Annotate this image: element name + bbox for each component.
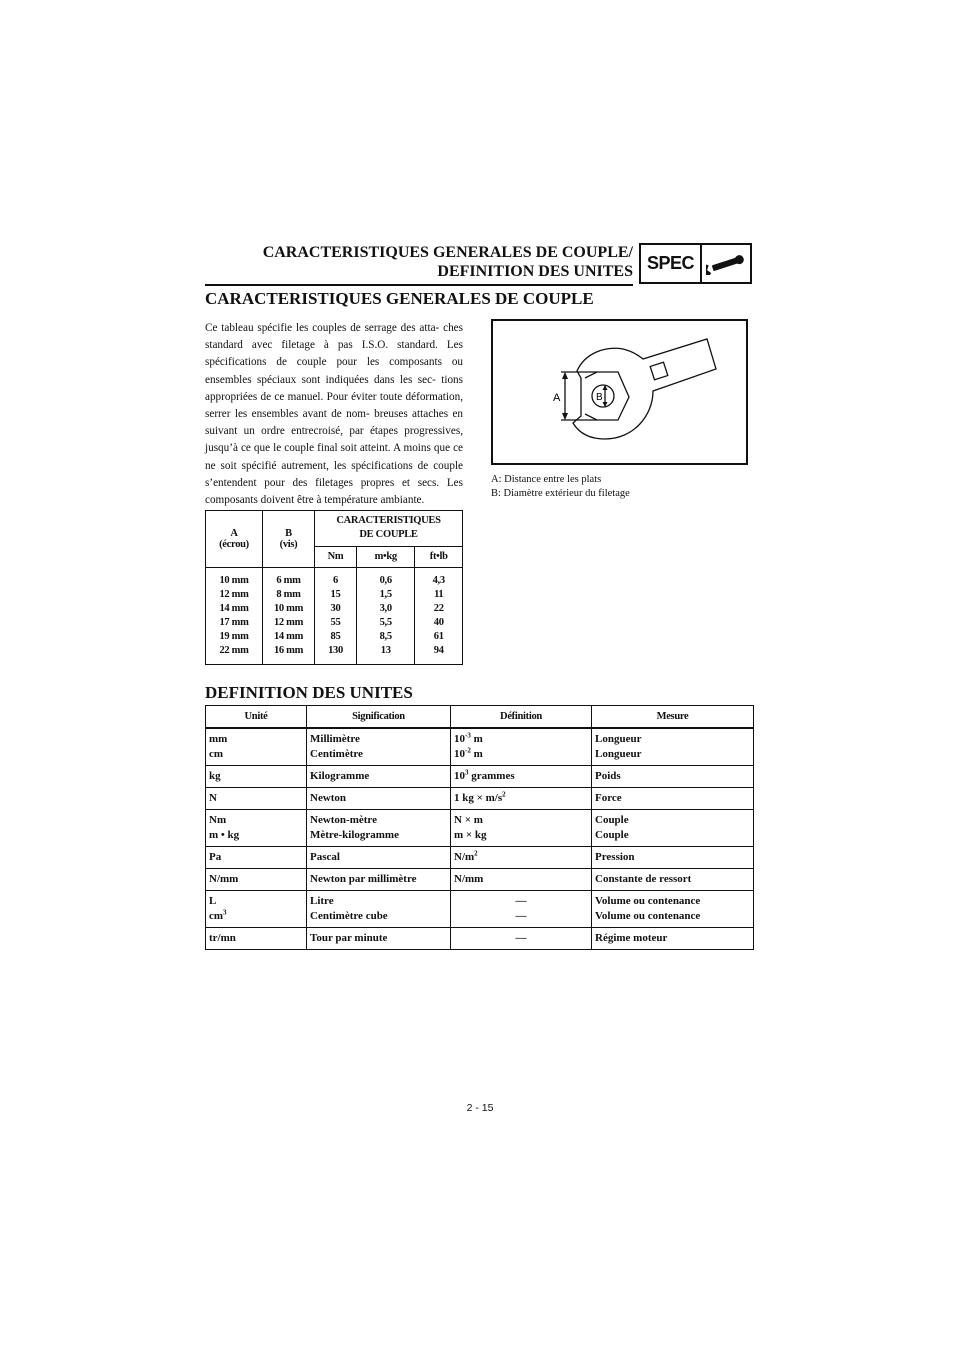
cell-line: Millimètre — [310, 733, 360, 745]
col-mkg-values — [356, 568, 414, 665]
table-cell: 17 mm — [219, 617, 249, 628]
table-cell: 1,5 — [379, 589, 392, 600]
intro-line: tions appropriées de ce manuel. Pour éviter toute — [205, 373, 464, 403]
table-cell: — — [451, 928, 592, 950]
table-cell: Pression — [592, 847, 754, 869]
table-cell: Constante de ressort — [592, 869, 754, 891]
table-cell — [451, 788, 592, 810]
table-cell: 10 mm — [219, 575, 249, 586]
cell-line: mm — [209, 733, 228, 745]
cell-line: m • kg — [209, 829, 240, 841]
cell-line: N × m — [454, 814, 483, 826]
col-ftlb-values — [415, 568, 463, 665]
table-row — [206, 766, 754, 788]
table-row — [206, 869, 754, 891]
intro-line: Les spécifications de couple pour les composants — [205, 339, 463, 369]
table-cell: 16 mm — [273, 645, 304, 656]
cell-text: 1 kg × m/s — [454, 792, 503, 804]
table-cell — [592, 810, 754, 847]
intro-line: doivent être à température ambiante. — [260, 494, 425, 507]
intro-line: autrement, les spécifications de couple s’entendent — [205, 459, 464, 489]
table-cell: tr/mn — [206, 928, 307, 950]
table-cell: 22 mm — [219, 645, 249, 656]
intro-line: Ce tableau spécifie les couples de serrage des atta- — [205, 322, 440, 334]
figure-caption — [491, 473, 630, 501]
table-cell: Pa — [206, 847, 307, 869]
page-header-title — [205, 243, 633, 281]
cell-line — [209, 909, 303, 924]
spec-label: SPEC — [646, 253, 695, 273]
cell-text: 10 — [454, 733, 465, 745]
col-a-sub: (écrou) — [219, 539, 249, 550]
col-a-values — [206, 568, 263, 665]
cell-text: m — [470, 733, 483, 745]
table-cell — [206, 728, 307, 766]
table-cell: 61 — [433, 631, 444, 642]
torque-group-header — [315, 511, 463, 547]
page-number: 2 - 15 — [466, 1102, 494, 1114]
col-nm-values — [315, 568, 357, 665]
header-unite: Unité — [206, 706, 307, 729]
figure-label-a: A — [553, 392, 561, 404]
table-cell: 40 — [433, 617, 444, 628]
table-row — [206, 788, 754, 810]
intro-line: ches standard avec filetage à pas I.S.O. standard. — [205, 322, 464, 352]
table-cell — [206, 810, 307, 847]
table-cell: 12 mm — [219, 589, 249, 600]
cell-text: 10 — [454, 770, 465, 782]
unit-header-ftlb: ft•lb — [415, 546, 463, 567]
table-cell: Newton — [307, 788, 451, 810]
cell-text: m — [470, 748, 483, 760]
cell-line — [454, 732, 588, 747]
table-cell: Tour par minute — [307, 928, 451, 950]
table-cell: 6 — [333, 575, 338, 586]
cell-line: Longueur — [595, 733, 642, 745]
table-cell: Newton par millimètre — [307, 869, 451, 891]
table-header-row — [206, 706, 754, 729]
superscript: 2 — [474, 849, 478, 858]
table-cell: 5,5 — [379, 617, 392, 628]
table-cell: 85 — [330, 631, 341, 642]
table-cell — [307, 891, 451, 928]
cell-text: N/m — [454, 851, 475, 863]
header-signification: Signification — [307, 706, 451, 729]
table-cell — [307, 728, 451, 766]
table-cell — [592, 728, 754, 766]
cell-line: L — [209, 895, 217, 907]
cell-line — [454, 747, 588, 762]
cell-text: cm — [209, 910, 224, 922]
table-cell: 14 mm — [219, 603, 249, 614]
col-header-b — [263, 511, 315, 568]
table-cell — [451, 728, 592, 766]
cell-line: Newton-mètre — [310, 814, 377, 826]
table-cell: 3,0 — [379, 603, 392, 614]
table-row — [206, 810, 754, 847]
spec-badge — [639, 243, 752, 284]
figure-label-b: B — [596, 392, 603, 403]
table-row — [206, 847, 754, 869]
cell-line: Centimètre cube — [310, 910, 388, 922]
table-cell: 0,6 — [379, 575, 392, 586]
cell-line: Centimètre — [310, 748, 363, 760]
col-a-letter: A — [230, 528, 238, 539]
table-cell: 30 — [330, 603, 341, 614]
cell-line: Couple — [595, 829, 629, 841]
superscript: 2 — [502, 790, 506, 799]
caption-b: B: Diamètre extérieur du filetage — [491, 488, 630, 499]
header-mesure: Mesure — [592, 706, 754, 729]
cell-line: Volume ou contenance — [595, 895, 701, 907]
col-b-letter: B — [285, 528, 292, 539]
cell-text: grammes — [468, 770, 515, 782]
table-cell — [206, 891, 307, 928]
table-cell: 13 — [380, 645, 391, 656]
section-title-torque: CARACTERISTIQUES GENERALES DE COUPLE — [205, 289, 594, 308]
intro-line: pour des filetages propres et secs. Les composants — [205, 476, 464, 507]
unit-header-mkg: m•kg — [356, 546, 414, 567]
intro-line: final soit atteint. A moins que ce ne soit spécifié — [205, 442, 464, 472]
table-cell — [451, 766, 592, 788]
table-cell: 15 — [330, 589, 341, 600]
intro-line: breuses attaches en suivant un ordre entrecroisé, — [205, 408, 464, 438]
cell-line: Volume ou contenance — [595, 910, 701, 922]
group-header-line1: CARACTERISTIQUES — [336, 515, 441, 527]
table-cell — [592, 891, 754, 928]
table-row — [206, 928, 754, 950]
table-cell: 19 mm — [219, 631, 249, 642]
col-header-a — [206, 511, 263, 568]
col-b-sub: (vis) — [279, 539, 298, 550]
table-cell: 12 mm — [273, 617, 304, 628]
table-row — [206, 891, 754, 928]
table-cell: N — [206, 788, 307, 810]
table-cell — [451, 891, 592, 928]
table-cell: 8,5 — [379, 631, 392, 642]
table-cell: N/mm — [451, 869, 592, 891]
table-cell: 10 mm — [273, 603, 304, 614]
table-cell: 4,3 — [432, 575, 445, 586]
cell-line: — — [515, 910, 527, 922]
intro-paragraph — [205, 320, 463, 509]
cell-line: Nm — [209, 814, 227, 826]
section-title-units: DEFINITION DES UNITES — [205, 683, 413, 702]
table-cell: 130 — [328, 645, 343, 656]
units-table — [205, 705, 754, 950]
header-title-line1: CARACTERISTIQUES GENERALES DE COUPLE/ — [262, 244, 633, 261]
intro-line: par étapes progressives, jusqu’à ce que le couple — [205, 425, 463, 455]
cell-line: Couple — [595, 814, 629, 826]
torque-data-row — [206, 568, 463, 665]
table-cell: 14 mm — [273, 631, 304, 642]
table-cell — [451, 847, 592, 869]
group-header-line2: DE COUPLE — [359, 529, 418, 541]
table-cell — [307, 810, 451, 847]
caption-a: A: Distance entre les plats — [491, 474, 602, 485]
cell-line: Longueur — [595, 748, 642, 760]
cell-line: — — [515, 895, 527, 907]
table-cell: 6 mm — [276, 575, 301, 586]
superscript: 3 — [465, 768, 469, 777]
table-cell: 94 — [433, 645, 444, 656]
table-cell — [451, 810, 592, 847]
header-definition: Définition — [451, 706, 592, 729]
table-cell: N/mm — [206, 869, 307, 891]
cell-line: Litre — [310, 895, 334, 907]
table-cell: kg — [206, 766, 307, 788]
wrench-nut-figure — [491, 319, 748, 465]
table-cell: 8 mm — [276, 589, 301, 600]
cell-line: Mètre-kilogramme — [310, 829, 399, 841]
cell-line: cm — [209, 748, 224, 760]
table-cell: 55 — [330, 617, 341, 628]
intro-line: ou ensembles spéciaux sont indiquées dans les sec- — [205, 356, 463, 386]
table-cell: Force — [592, 788, 754, 810]
table-cell: Poids — [592, 766, 754, 788]
superscript: -2 — [465, 746, 471, 755]
table-cell: 22 — [433, 603, 444, 614]
unit-header-nm: Nm — [315, 546, 357, 567]
cell-text: 10 — [454, 748, 465, 760]
table-cell: Kilogramme — [307, 766, 451, 788]
col-b-values — [263, 568, 315, 665]
torque-table — [205, 510, 463, 665]
intro-line: déformation, serrer les ensembles avant de nom- — [205, 390, 464, 421]
cell-line: m × kg — [454, 829, 487, 841]
table-cell: Pascal — [307, 847, 451, 869]
table-cell: 11 — [434, 589, 444, 600]
superscript: -3 — [465, 731, 471, 740]
wrench-icon — [700, 245, 750, 282]
header-rule — [205, 284, 633, 286]
superscript: 3 — [223, 908, 227, 917]
table-cell: Régime moteur — [592, 928, 754, 950]
header-title-line2: DEFINITION DES UNITES — [437, 263, 633, 280]
wrench-diagram — [493, 321, 746, 463]
table-row — [206, 728, 754, 766]
